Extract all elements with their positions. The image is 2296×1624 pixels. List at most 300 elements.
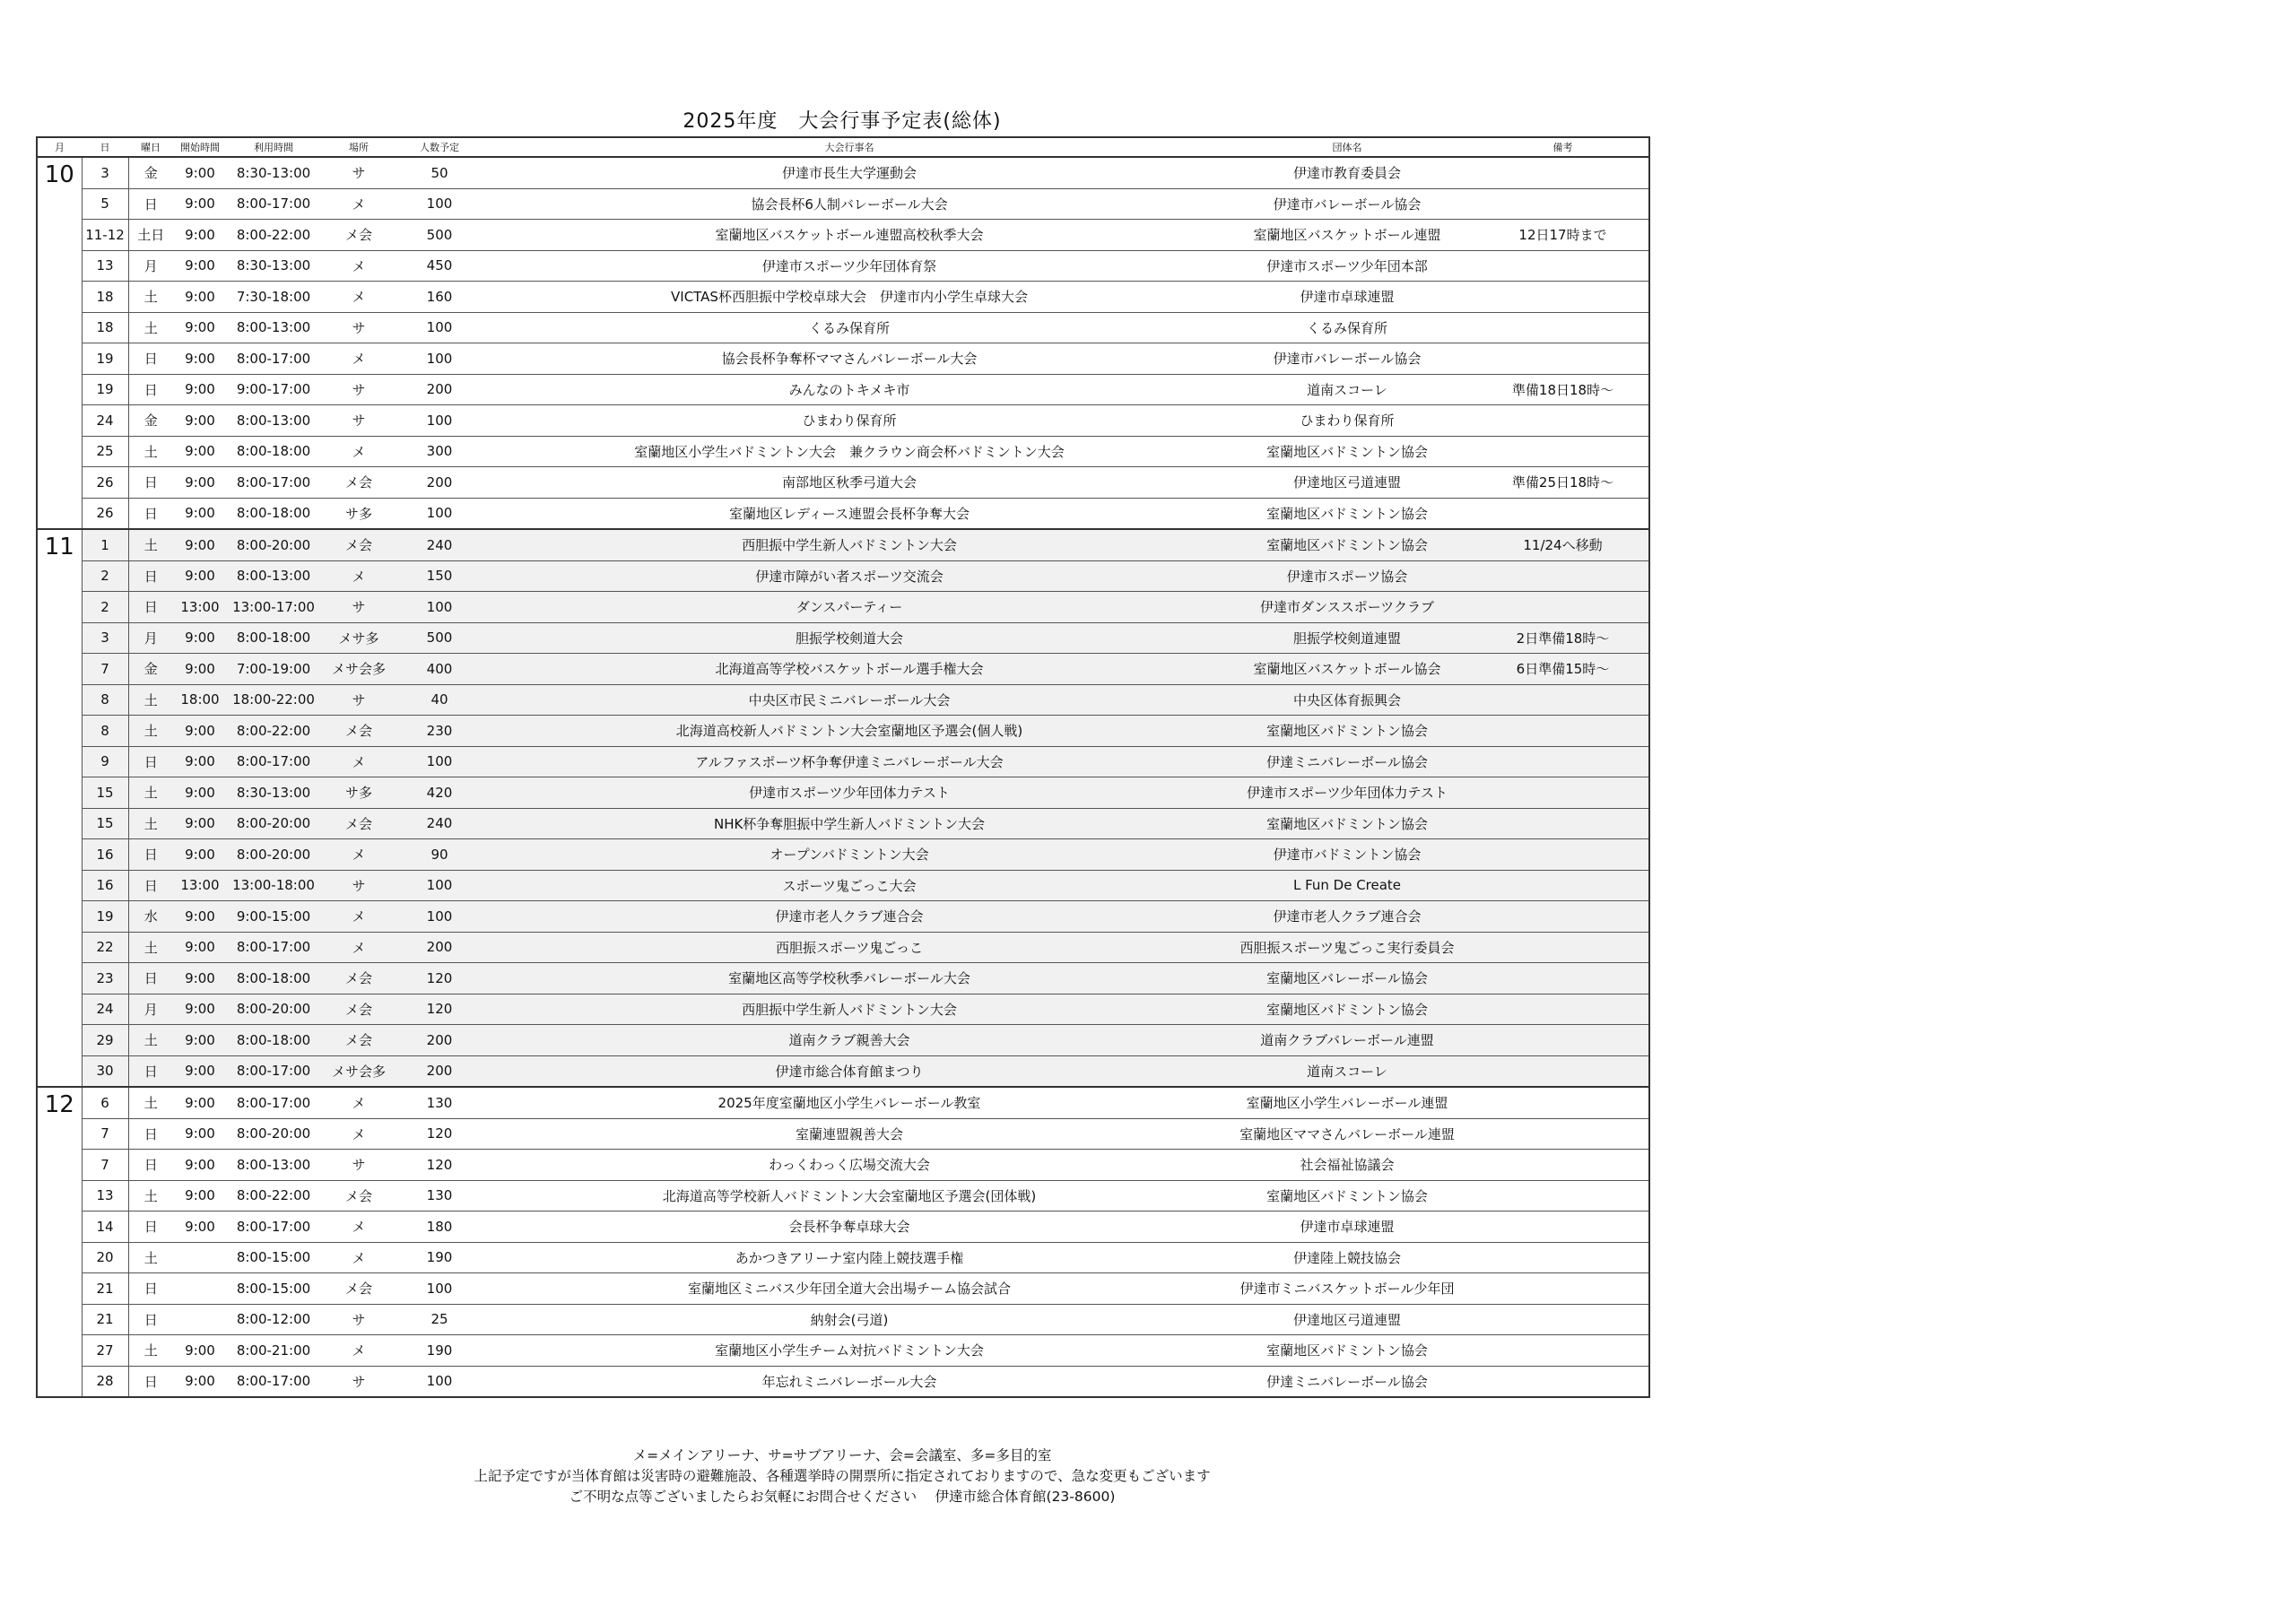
table-row xyxy=(37,436,1649,467)
row-usage-time: 8:00-17:00 xyxy=(227,467,320,499)
row-start-time: 9:00 xyxy=(173,901,227,933)
table-row xyxy=(37,839,1649,871)
month-block-11 xyxy=(37,529,1649,1087)
row-venue: メ xyxy=(320,901,397,933)
row-people: 50 xyxy=(397,157,482,188)
row-event-name: スポーツ鬼ごっこ大会 xyxy=(482,870,1217,901)
row-note xyxy=(1477,1273,1649,1305)
row-start-time: 9:00 xyxy=(173,839,227,871)
row-weekday: 日 xyxy=(128,746,173,777)
row-weekday: 土 xyxy=(128,1242,173,1273)
row-organization: 伊達市教育委員会 xyxy=(1217,157,1477,188)
row-usage-time: 8:00-17:00 xyxy=(227,746,320,777)
row-note xyxy=(1477,188,1649,220)
row-people: 300 xyxy=(397,436,482,467)
header-weekday: 曜日 xyxy=(128,137,173,157)
row-people: 100 xyxy=(397,343,482,375)
table-row xyxy=(37,777,1649,809)
table-row xyxy=(37,746,1649,777)
table-row xyxy=(37,312,1649,343)
row-usage-time: 8:00-22:00 xyxy=(227,1180,320,1211)
row-venue: メ会 xyxy=(320,1025,397,1056)
row-event-name: 道南クラブ親善大会 xyxy=(482,1025,1217,1056)
row-day: 8 xyxy=(82,716,128,747)
row-usage-time: 8:00-12:00 xyxy=(227,1304,320,1335)
row-weekday: 日 xyxy=(128,467,173,499)
row-day: 7 xyxy=(82,654,128,685)
row-start-time: 9:00 xyxy=(173,1366,227,1397)
table-row xyxy=(37,963,1649,994)
row-day: 25 xyxy=(82,436,128,467)
row-day: 2 xyxy=(82,592,128,623)
row-day: 19 xyxy=(82,901,128,933)
table-row xyxy=(37,220,1649,251)
table-row xyxy=(37,808,1649,839)
row-organization: 室蘭地区バスケットボール連盟 xyxy=(1217,220,1477,251)
row-start-time: 9:00 xyxy=(173,777,227,809)
row-event-name: 協会長杯6人制バレーボール大会 xyxy=(482,188,1217,220)
row-organization: 道南スコーレ xyxy=(1217,1055,1477,1087)
row-venue: メ xyxy=(320,1118,397,1150)
row-event-name: ひまわり保育所 xyxy=(482,405,1217,437)
row-start-time: 9:00 xyxy=(173,1118,227,1150)
row-note xyxy=(1477,560,1649,592)
row-usage-time: 8:00-13:00 xyxy=(227,405,320,437)
header-people: 人数予定 xyxy=(397,137,482,157)
row-day: 11-12 xyxy=(82,220,128,251)
row-weekday: 土 xyxy=(128,716,173,747)
row-people: 100 xyxy=(397,1366,482,1397)
row-event-name: 北海道高等学校バスケットボール選手権大会 xyxy=(482,654,1217,685)
row-people: 500 xyxy=(397,220,482,251)
row-note: 12日17時まで xyxy=(1477,220,1649,251)
table-row xyxy=(37,1150,1649,1181)
row-note xyxy=(1477,994,1649,1025)
row-people: 40 xyxy=(397,684,482,716)
row-organization: 室蘭地区バドミントン協会 xyxy=(1217,498,1477,529)
row-day: 6 xyxy=(82,1087,128,1118)
contact-note: ご不明な点等ございましたらお気軽にお問合せください 伊達市総合体育館(23-8600) xyxy=(569,1489,1116,1505)
header-organization: 団体名 xyxy=(1217,137,1477,157)
row-organization: ひまわり保育所 xyxy=(1217,405,1477,437)
row-usage-time: 9:00-15:00 xyxy=(227,901,320,933)
table-row xyxy=(37,1211,1649,1243)
row-venue: メ会 xyxy=(320,808,397,839)
row-organization: 伊達市老人クラブ連合会 xyxy=(1217,901,1477,933)
row-note xyxy=(1477,808,1649,839)
row-note xyxy=(1477,1180,1649,1211)
row-venue: メ会 xyxy=(320,716,397,747)
row-venue: メサ多 xyxy=(320,622,397,654)
row-start-time: 9:00 xyxy=(173,250,227,282)
row-note xyxy=(1477,1150,1649,1181)
row-weekday: 日 xyxy=(128,560,173,592)
row-note: 2日準備18時～ xyxy=(1477,622,1649,654)
row-note xyxy=(1477,1025,1649,1056)
row-weekday: 日 xyxy=(128,1150,173,1181)
row-usage-time: 8:00-20:00 xyxy=(227,994,320,1025)
row-day: 7 xyxy=(82,1118,128,1150)
row-weekday: 日 xyxy=(128,498,173,529)
row-event-name: 伊達市スポーツ少年団体力テスト xyxy=(482,777,1217,809)
row-organization: L Fun De Create xyxy=(1217,870,1477,901)
row-weekday: 日 xyxy=(128,374,173,405)
row-day: 26 xyxy=(82,498,128,529)
row-venue: サ xyxy=(320,684,397,716)
row-start-time: 9:00 xyxy=(173,436,227,467)
row-start-time: 9:00 xyxy=(173,312,227,343)
row-organization: 伊達ミニバレーボール協会 xyxy=(1217,746,1477,777)
row-people: 150 xyxy=(397,560,482,592)
row-day: 9 xyxy=(82,746,128,777)
header-event: 大会行事名 xyxy=(482,137,1217,157)
row-day: 29 xyxy=(82,1025,128,1056)
table-row xyxy=(37,592,1649,623)
row-day: 7 xyxy=(82,1150,128,1181)
table-row xyxy=(37,1180,1649,1211)
row-people: 130 xyxy=(397,1087,482,1118)
row-event-name: VICTAS杯西胆振中学校卓球大会 伊達市内小学生卓球大会 xyxy=(482,282,1217,313)
row-event-name: 北海道高等学校新人バドミントン大会室蘭地区予選会(団体戦) xyxy=(482,1180,1217,1211)
header-day: 日 xyxy=(82,137,128,157)
month-block-10 xyxy=(37,157,1649,529)
row-note xyxy=(1477,1211,1649,1243)
row-start-time: 9:00 xyxy=(173,1180,227,1211)
row-organization: 社会福祉協議会 xyxy=(1217,1150,1477,1181)
header-row xyxy=(37,137,1649,157)
schedule-table xyxy=(36,136,1650,1398)
row-weekday: 日 xyxy=(128,1118,173,1150)
row-event-name: みんなのトキメキ市 xyxy=(482,374,1217,405)
row-usage-time: 8:00-17:00 xyxy=(227,188,320,220)
row-weekday: 金 xyxy=(128,654,173,685)
row-organization: 伊達市スポーツ少年団本部 xyxy=(1217,250,1477,282)
row-organization: 伊達陸上競技協会 xyxy=(1217,1242,1477,1273)
row-usage-time: 8:30-13:00 xyxy=(227,157,320,188)
row-event-name: 西胆振中学生新人バドミントン大会 xyxy=(482,994,1217,1025)
row-note xyxy=(1477,282,1649,313)
row-usage-time: 8:00-18:00 xyxy=(227,436,320,467)
row-note xyxy=(1477,1055,1649,1087)
row-start-time: 9:00 xyxy=(173,963,227,994)
row-note xyxy=(1477,312,1649,343)
row-usage-time: 8:30-13:00 xyxy=(227,777,320,809)
row-day: 13 xyxy=(82,1180,128,1211)
row-day: 15 xyxy=(82,777,128,809)
row-note xyxy=(1477,1335,1649,1367)
row-note xyxy=(1477,932,1649,963)
row-usage-time: 18:00-22:00 xyxy=(227,684,320,716)
row-organization: 伊達地区弓道連盟 xyxy=(1217,1304,1477,1335)
row-people: 120 xyxy=(397,963,482,994)
row-people: 450 xyxy=(397,250,482,282)
row-event-name: 室蘭地区高等学校秋季バレーボール大会 xyxy=(482,963,1217,994)
row-venue: メ会 xyxy=(320,994,397,1025)
table-row xyxy=(37,654,1649,685)
table-row xyxy=(37,529,1649,560)
table-row xyxy=(37,343,1649,375)
row-day: 3 xyxy=(82,157,128,188)
row-start-time: 9:00 xyxy=(173,220,227,251)
row-note xyxy=(1477,343,1649,375)
row-organization: 伊達市バレーボール協会 xyxy=(1217,343,1477,375)
row-organization: 室蘭地区バドミントン協会 xyxy=(1217,1180,1477,1211)
row-people: 240 xyxy=(397,808,482,839)
row-venue: サ多 xyxy=(320,498,397,529)
row-venue: サ xyxy=(320,1304,397,1335)
row-people: 100 xyxy=(397,746,482,777)
table-row xyxy=(37,405,1649,437)
row-weekday: 日 xyxy=(128,1304,173,1335)
table-row xyxy=(37,1366,1649,1397)
row-organization: 伊達市バレーボール協会 xyxy=(1217,188,1477,220)
row-note xyxy=(1477,157,1649,188)
row-weekday: 日 xyxy=(128,963,173,994)
row-event-name: アルファスポーツ杯争奪伊達ミニバレーボール大会 xyxy=(482,746,1217,777)
row-start-time: 9:00 xyxy=(173,343,227,375)
row-weekday: 土 xyxy=(128,529,173,560)
row-note xyxy=(1477,250,1649,282)
table-row xyxy=(37,282,1649,313)
row-usage-time: 8:00-17:00 xyxy=(227,1211,320,1243)
row-note xyxy=(1477,870,1649,901)
row-start-time xyxy=(173,1273,227,1305)
row-event-name: 室蘭地区レディース連盟会長杯争奪大会 xyxy=(482,498,1217,529)
row-people: 100 xyxy=(397,1273,482,1305)
row-venue: サ xyxy=(320,405,397,437)
row-start-time: 9:00 xyxy=(173,1150,227,1181)
row-note xyxy=(1477,592,1649,623)
row-people: 240 xyxy=(397,529,482,560)
row-people: 90 xyxy=(397,839,482,871)
row-weekday: 土 xyxy=(128,1180,173,1211)
row-day: 19 xyxy=(82,343,128,375)
row-venue: メ xyxy=(320,560,397,592)
row-start-time: 9:00 xyxy=(173,498,227,529)
row-people: 400 xyxy=(397,654,482,685)
row-venue: メサ会多 xyxy=(320,1055,397,1087)
row-start-time xyxy=(173,1304,227,1335)
row-event-name: ダンスパーティー xyxy=(482,592,1217,623)
row-venue: サ xyxy=(320,1150,397,1181)
row-venue: サ xyxy=(320,870,397,901)
row-start-time: 9:00 xyxy=(173,1025,227,1056)
table-row xyxy=(37,1273,1649,1305)
row-people: 200 xyxy=(397,1025,482,1056)
row-note xyxy=(1477,436,1649,467)
row-weekday: 金 xyxy=(128,405,173,437)
table-row xyxy=(37,1025,1649,1056)
row-start-time: 9:00 xyxy=(173,994,227,1025)
row-event-name: NHK杯争奪胆振中学生新人バドミントン大会 xyxy=(482,808,1217,839)
table-row xyxy=(37,1335,1649,1367)
row-event-name: 協会長杯争奪杯ママさんバレーボール大会 xyxy=(482,343,1217,375)
row-note: 準備18日18時～ xyxy=(1477,374,1649,405)
row-organization: 室蘭地区バドミントン協会 xyxy=(1217,1335,1477,1367)
row-weekday: 月 xyxy=(128,622,173,654)
row-event-name: 北海道高校新人バドミントン大会室蘭地区予選会(個人戦) xyxy=(482,716,1217,747)
row-start-time: 9:00 xyxy=(173,746,227,777)
table-row xyxy=(37,622,1649,654)
row-weekday: 日 xyxy=(128,870,173,901)
row-weekday: 土 xyxy=(128,777,173,809)
row-usage-time: 8:00-17:00 xyxy=(227,932,320,963)
row-people: 100 xyxy=(397,498,482,529)
row-venue: メ xyxy=(320,1242,397,1273)
row-event-name: 室蘭地区小学生バドミントン大会 兼クラウン商会杯バドミントン大会 xyxy=(482,436,1217,467)
row-venue: メ xyxy=(320,746,397,777)
table-row xyxy=(37,1055,1649,1087)
row-event-name: わっくわっく広場交流大会 xyxy=(482,1150,1217,1181)
row-organization: 室蘭地区バドミントン協会 xyxy=(1217,436,1477,467)
row-people: 200 xyxy=(397,1055,482,1087)
row-event-name: 西胆振中学生新人バドミントン大会 xyxy=(482,529,1217,560)
row-weekday: 土日 xyxy=(128,220,173,251)
row-usage-time: 8:00-18:00 xyxy=(227,963,320,994)
row-venue: メ会 xyxy=(320,220,397,251)
row-venue: サ多 xyxy=(320,777,397,809)
row-note: 準備25日18時～ xyxy=(1477,467,1649,499)
row-organization: 室蘭地区バレーボール協会 xyxy=(1217,963,1477,994)
row-organization: 伊達市ミニバスケットボール少年団 xyxy=(1217,1273,1477,1305)
row-people: 120 xyxy=(397,1150,482,1181)
row-usage-time: 8:00-15:00 xyxy=(227,1273,320,1305)
row-people: 420 xyxy=(397,777,482,809)
row-venue: メ xyxy=(320,436,397,467)
table-row xyxy=(37,157,1649,188)
row-usage-time: 13:00-17:00 xyxy=(227,592,320,623)
row-day: 2 xyxy=(82,560,128,592)
row-weekday: 土 xyxy=(128,684,173,716)
row-start-time: 9:00 xyxy=(173,157,227,188)
row-weekday: 土 xyxy=(128,932,173,963)
row-event-name: 伊達市総合体育館まつり xyxy=(482,1055,1217,1087)
row-day: 18 xyxy=(82,282,128,313)
row-venue: メ xyxy=(320,839,397,871)
row-day: 21 xyxy=(82,1304,128,1335)
row-organization: 伊達市卓球連盟 xyxy=(1217,282,1477,313)
row-people: 100 xyxy=(397,312,482,343)
row-venue: メ会 xyxy=(320,963,397,994)
row-day: 27 xyxy=(82,1335,128,1367)
row-usage-time: 8:00-17:00 xyxy=(227,1366,320,1397)
row-usage-time: 8:00-20:00 xyxy=(227,529,320,560)
row-event-name: 室蘭地区バスケットボール連盟高校秋季大会 xyxy=(482,220,1217,251)
row-usage-time: 8:00-20:00 xyxy=(227,839,320,871)
row-venue: メ xyxy=(320,1087,397,1118)
row-event-name: 納射会(弓道) xyxy=(482,1304,1217,1335)
row-start-time: 9:00 xyxy=(173,282,227,313)
row-day: 20 xyxy=(82,1242,128,1273)
row-venue: メ xyxy=(320,343,397,375)
row-start-time: 9:00 xyxy=(173,932,227,963)
row-weekday: 土 xyxy=(128,808,173,839)
row-venue: サ xyxy=(320,592,397,623)
row-day: 21 xyxy=(82,1273,128,1305)
row-event-name: 西胆振スポーツ鬼ごっこ xyxy=(482,932,1217,963)
row-start-time: 9:00 xyxy=(173,716,227,747)
row-start-time: 9:00 xyxy=(173,1335,227,1367)
row-start-time xyxy=(173,1242,227,1273)
row-people: 200 xyxy=(397,467,482,499)
row-day: 22 xyxy=(82,932,128,963)
row-usage-time: 7:00-19:00 xyxy=(227,654,320,685)
table-row xyxy=(37,188,1649,220)
row-note xyxy=(1477,901,1649,933)
row-day: 5 xyxy=(82,188,128,220)
row-usage-time: 13:00-18:00 xyxy=(227,870,320,901)
row-note xyxy=(1477,1366,1649,1397)
row-venue: メ xyxy=(320,932,397,963)
row-event-name: 年忘れミニバレーボール大会 xyxy=(482,1366,1217,1397)
row-people: 120 xyxy=(397,1118,482,1150)
row-venue: メ会 xyxy=(320,1180,397,1211)
header-month: 月 xyxy=(37,137,82,157)
row-venue: メ会 xyxy=(320,529,397,560)
row-usage-time: 8:00-22:00 xyxy=(227,220,320,251)
row-people: 200 xyxy=(397,932,482,963)
row-note xyxy=(1477,839,1649,871)
row-note xyxy=(1477,405,1649,437)
row-weekday: 日 xyxy=(128,1366,173,1397)
row-day: 15 xyxy=(82,808,128,839)
row-event-name: 胆振学校剣道大会 xyxy=(482,622,1217,654)
row-weekday: 日 xyxy=(128,343,173,375)
row-usage-time: 8:00-13:00 xyxy=(227,1150,320,1181)
row-event-name: 伊達市障がい者スポーツ交流会 xyxy=(482,560,1217,592)
row-venue: メ xyxy=(320,188,397,220)
row-organization: 伊達市ダンススポーツクラブ xyxy=(1217,592,1477,623)
row-weekday: 日 xyxy=(128,592,173,623)
table-row xyxy=(37,560,1649,592)
row-people: 100 xyxy=(397,188,482,220)
table-row xyxy=(37,467,1649,499)
row-start-time: 9:00 xyxy=(173,467,227,499)
row-event-name: 室蘭連盟親善大会 xyxy=(482,1118,1217,1150)
row-venue: サ xyxy=(320,312,397,343)
row-event-name: 2025年度室蘭地区小学生バレーボール教室 xyxy=(482,1087,1217,1118)
document-title: 2025年度 大会行事予定表(総体) xyxy=(683,110,1002,133)
row-usage-time: 8:00-17:00 xyxy=(227,343,320,375)
row-weekday: 土 xyxy=(128,282,173,313)
row-organization: 室蘭地区バドミントン協会 xyxy=(1217,808,1477,839)
footer-notes xyxy=(36,1446,1648,1507)
row-organization: 中央区体育振興会 xyxy=(1217,684,1477,716)
row-venue: メ会 xyxy=(320,467,397,499)
row-usage-time: 8:00-20:00 xyxy=(227,808,320,839)
row-weekday: 日 xyxy=(128,839,173,871)
row-note xyxy=(1477,777,1649,809)
row-organization: 伊達地区弓道連盟 xyxy=(1217,467,1477,499)
row-event-name: 伊達市長生大学運動会 xyxy=(482,157,1217,188)
header-venue: 場所 xyxy=(320,137,397,157)
row-weekday: 土 xyxy=(128,436,173,467)
month-label: 10 xyxy=(37,157,82,529)
row-note: 6日準備15時～ xyxy=(1477,654,1649,685)
row-usage-time: 8:00-18:00 xyxy=(227,498,320,529)
row-event-name: くるみ保育所 xyxy=(482,312,1217,343)
row-organization: 室蘭地区バドミントン協会 xyxy=(1217,994,1477,1025)
row-event-name: 会長杯争奪卓球大会 xyxy=(482,1211,1217,1243)
row-start-time: 9:00 xyxy=(173,405,227,437)
row-day: 28 xyxy=(82,1366,128,1397)
row-note xyxy=(1477,1118,1649,1150)
row-start-time: 13:00 xyxy=(173,592,227,623)
row-day: 1 xyxy=(82,529,128,560)
row-people: 180 xyxy=(397,1211,482,1243)
table-row xyxy=(37,932,1649,963)
row-event-name: 室蘭地区ミニバス少年団全道大会出場チーム協会試合 xyxy=(482,1273,1217,1305)
